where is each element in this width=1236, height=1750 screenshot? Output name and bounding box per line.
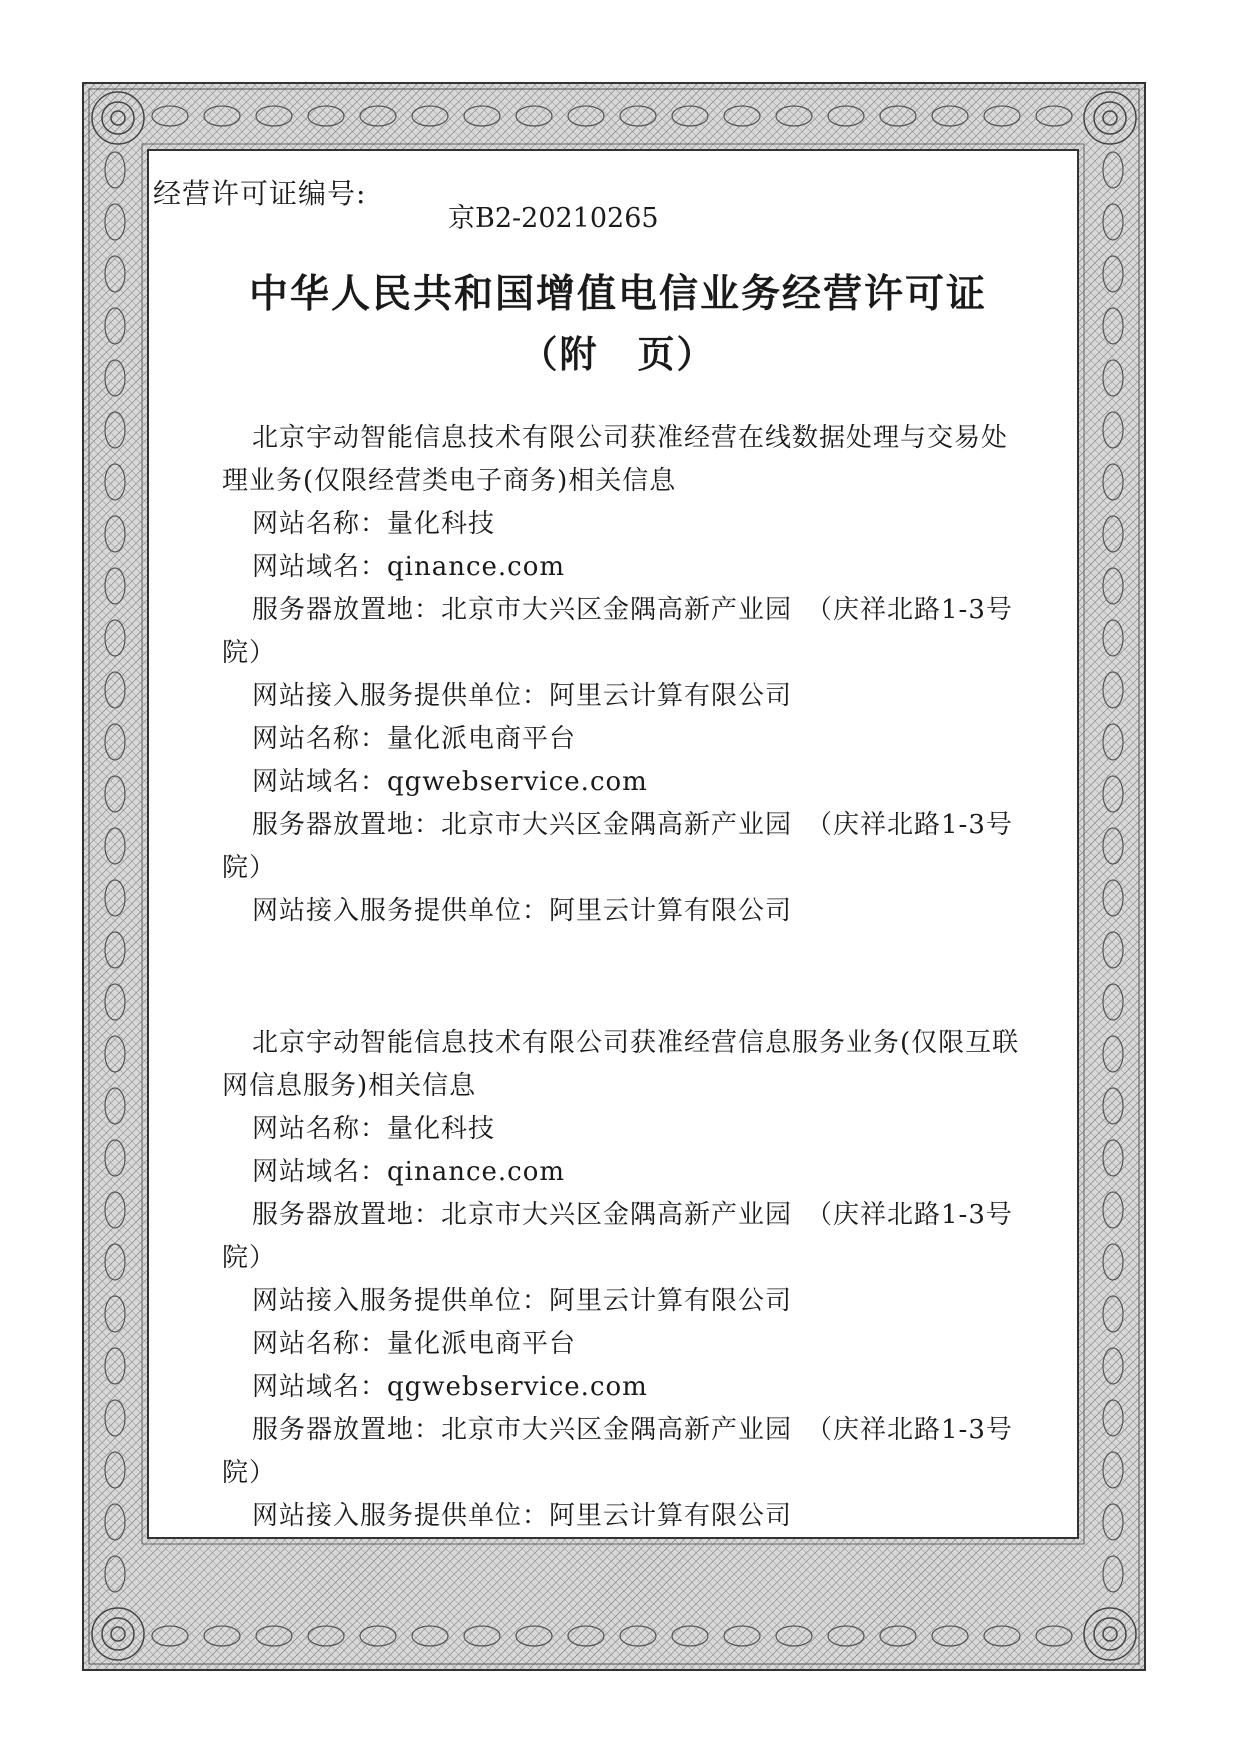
server-location-line: 服务器放置地：北京市大兴区金隅高新产业园 （庆祥北路1-3号 [252,1415,1013,1445]
site-domain-line: 网站域名：qinance.com [252,1157,566,1187]
server-location-line: 院） [222,853,277,883]
permit-number-label: 经营许可证编号: [153,177,367,210]
permit-number-value: 京B2-20210265 [448,203,659,234]
section-intro-line: 北京宇动智能信息技术有限公司获准经营在线数据处理与交易处 [252,423,1009,453]
server-location-line: 服务器放置地：北京市大兴区金隅高新产业园 （庆祥北路1-3号 [252,595,1013,625]
site-name-line: 网站名称：量化科技 [252,1114,496,1144]
document-subtitle: （附 页） [520,332,716,376]
server-location-line: 院） [222,638,277,668]
site-domain-line: 网站域名：qgwebservice.com [252,1372,648,1402]
site-name-line: 网站名称：量化科技 [252,509,496,539]
server-location-line: 服务器放置地：北京市大兴区金隅高新产业园 （庆祥北路1-3号 [252,1200,1013,1230]
access-provider-line: 网站接入服务提供单位：阿里云计算有限公司 [252,896,793,926]
section-intro-line: 理业务(仅限经营类电子商务)相关信息 [222,466,677,496]
site-name-line: 网站名称：量化派电商平台 [252,1329,577,1359]
site-domain-line: 网站域名：qgwebservice.com [252,767,648,797]
document-title: 中华人民共和国增值电信业务经营许可证 [248,271,987,317]
site-domain-line: 网站域名：qinance.com [252,552,566,582]
access-provider-line: 网站接入服务提供单位：阿里云计算有限公司 [252,681,793,711]
server-location-line: 服务器放置地：北京市大兴区金隅高新产业园 （庆祥北路1-3号 [252,810,1013,840]
site-name-line: 网站名称：量化派电商平台 [252,724,577,754]
access-provider-line: 网站接入服务提供单位：阿里云计算有限公司 [252,1286,793,1316]
server-location-line: 院） [222,1243,277,1273]
section-intro-line: 网信息服务)相关信息 [222,1071,477,1101]
server-location-line: 院） [222,1458,277,1488]
section-intro-line: 北京宇动智能信息技术有限公司获准经营信息服务业务(仅限互联 [252,1028,1020,1058]
access-provider-line: 网站接入服务提供单位：阿里云计算有限公司 [252,1501,793,1531]
